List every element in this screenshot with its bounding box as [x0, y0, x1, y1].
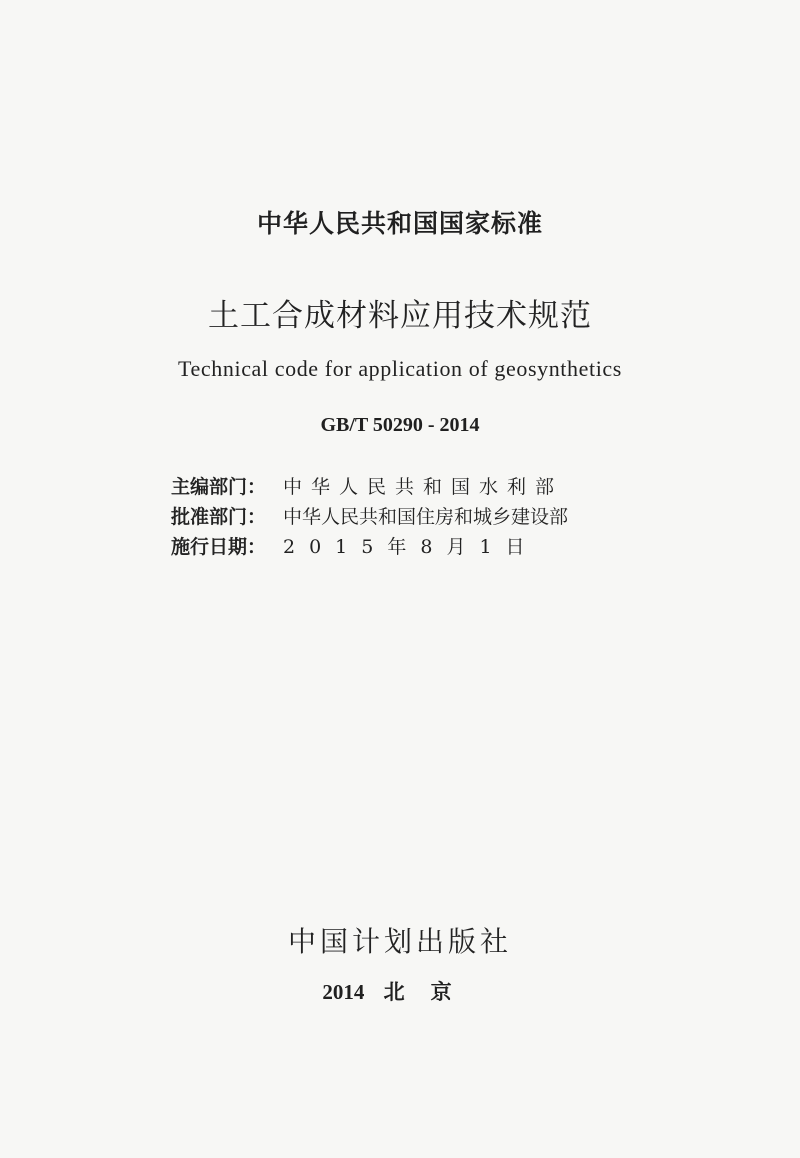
editor-row — [171, 470, 611, 500]
chinese-title: 土工合成材料应用技术规范 — [208, 298, 592, 334]
english-title: Technical code for application of geosynthetics — [178, 356, 622, 381]
effective-date-row — [171, 530, 611, 560]
standard-code: GB/T 50290 - 2014 — [320, 414, 480, 436]
imprint — [0, 976, 800, 1006]
document-metadata — [171, 470, 611, 560]
editor-value: 中华人民共和国水利部 — [283, 475, 564, 498]
effective-date-label: 施行日期： — [171, 535, 267, 558]
national-standard-heading: 中华人民共和国国家标准 — [256, 209, 543, 238]
editor-label: 主编部门： — [171, 475, 267, 498]
approver-value: 中华人民共和国住房和城乡建设部 — [283, 505, 569, 528]
publisher-name: 中国计划出版社 — [287, 925, 512, 958]
approver-label: 批准部门： — [171, 505, 267, 528]
imprint-year: 2014 — [322, 980, 365, 1004]
approver-row — [171, 500, 611, 530]
effective-date-value: 2015年8月1日 — [283, 535, 539, 558]
imprint-city: 北京 — [383, 980, 478, 1004]
